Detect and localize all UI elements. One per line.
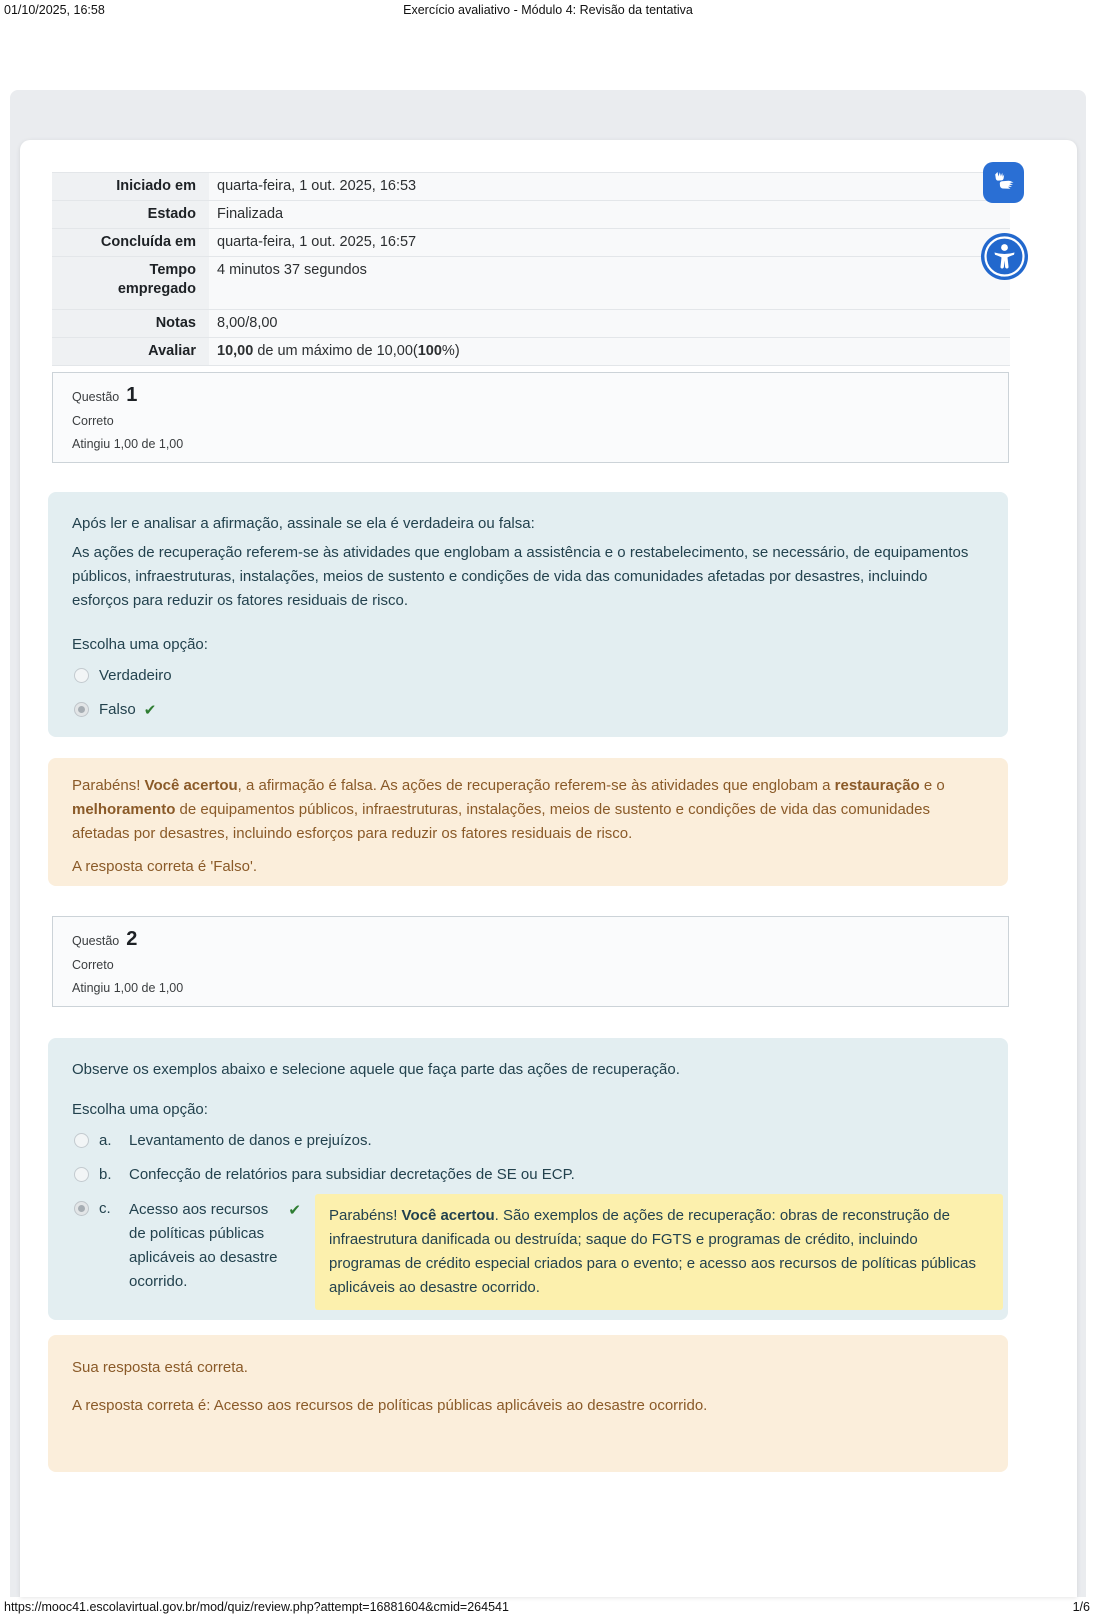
- question-2-content: [48, 1038, 1008, 1320]
- table-row: [52, 201, 1010, 229]
- option-letter: b.: [99, 1166, 112, 1183]
- question-status: Correto: [72, 414, 114, 428]
- question-number-line: [72, 384, 989, 407]
- radio-button-selected[interactable]: [74, 702, 89, 717]
- row-label: Avaliar: [52, 338, 209, 365]
- attempt-summary-table: [52, 172, 1010, 366]
- correct-answer-text: A resposta correta é: Acesso aos recursos de políticas públicas aplicáveis ao desastre ocorrido.: [72, 1397, 708, 1414]
- row-label: Iniciado em: [52, 173, 209, 200]
- table-row-grade: [52, 338, 1010, 366]
- table-row: [52, 173, 1010, 201]
- feedback-text: Parabéns! Você acertou, a afirmação é falsa. As ações de recuperação referem-se às atividades que englobam a restauração e o melhoramento de equipamentos públicos, infraestruturas, instalações, meios de sustento e condições de vida das comunidades afetadas por desastres, incluindo esforços para reduzir os fatores residuais de risco.: [72, 777, 945, 842]
- page-title: Exercício avaliativo - Módulo 4: Revisão da tentativa: [403, 3, 693, 17]
- accessibility-person-icon: [981, 233, 1028, 280]
- question-number: 1: [126, 384, 138, 406]
- question-intro: Observe os exemplos abaixo e selecione aquele que faça parte das ações de recuperação.: [72, 1061, 680, 1078]
- question-statement: As ações de recuperação referem-se às atividades que englobam a assistência e o restabelecimento, se necessário, de equipamentos públicos, infraestruturas, instalações, meios de sustento e condições de vida das comunidades afetadas por desastres, incluindo esforços para reduzir os fatores residuais de risco.: [72, 544, 969, 609]
- question-2-feedback-box: [48, 1335, 1008, 1472]
- question-intro: Após ler e analisar a afirmação, assinale se ela é verdadeira ou falsa:: [72, 515, 535, 532]
- question-1-info-box: [52, 372, 1009, 463]
- option-label: Levantamento de danos e prejuízos.: [129, 1132, 372, 1149]
- vlibras-sign-language-button[interactable]: [983, 162, 1024, 203]
- print-datetime: 01/10/2025, 16:58: [4, 3, 105, 17]
- question-word: Questão: [72, 934, 120, 948]
- option-label: Falso: [99, 701, 136, 718]
- table-row: [52, 257, 1010, 310]
- accessibility-widget-button[interactable]: [981, 233, 1028, 280]
- row-value: 4 minutos 37 segundos: [209, 257, 1010, 309]
- footer-url: https://mooc41.escolavirtual.gov.br/mod/quiz/review.php?attempt=16881604&cmid=264541: [4, 1600, 509, 1614]
- row-label: Estado: [52, 201, 209, 228]
- option-letter: c.: [99, 1200, 111, 1217]
- radio-button[interactable]: [74, 1133, 89, 1148]
- footer-page-number: 1/6: [1072, 1600, 1090, 1614]
- answer-prompt: Escolha uma opção:: [72, 1101, 208, 1118]
- row-value: 8,00/8,00: [209, 310, 1010, 337]
- option-b: [72, 1164, 984, 1186]
- option-a: [72, 1130, 984, 1152]
- question-number-line: [72, 928, 989, 951]
- table-row: [52, 310, 1010, 338]
- row-label: Notas: [52, 310, 209, 337]
- radio-button[interactable]: [74, 668, 89, 683]
- question-word: Questão: [72, 390, 120, 404]
- inline-feedback-box: Parabéns! Você acertou. São exemplos de ações de recuperação: obras de reconstrução de infraestrutura danificada ou destruída; saque do FGTS e programas de crédito, incluindo programas de crédito especial criados para o evento; e acesso aos recursos de políticas públicas aplicáveis ao desastre ocorrido.: [315, 1194, 1003, 1310]
- option-label: Acesso aos recursos de políticas públicas aplicáveis ao desastre ocorrido. ✔: [129, 1198, 301, 1294]
- question-marks: Atingiu 1,00 de 1,00: [72, 437, 184, 451]
- question-1-feedback-box: [48, 758, 1008, 886]
- question-1-content: [48, 492, 1008, 737]
- question-status: Correto: [72, 958, 114, 972]
- row-value: 10,00 de um máximo de 10,00(100%): [209, 338, 1010, 365]
- question-number: 2: [126, 928, 138, 950]
- option-falso: [72, 699, 984, 721]
- row-value: quarta-feira, 1 out. 2025, 16:57: [209, 229, 1010, 256]
- option-letter: a.: [99, 1132, 112, 1149]
- option-verdadeiro: [72, 665, 984, 687]
- table-row: [52, 229, 1010, 257]
- feedback-text: Sua resposta está correta.: [72, 1359, 248, 1376]
- correct-check-icon: ✔: [288, 1201, 301, 1219]
- correct-answer-text: A resposta correta é 'Falso'.: [72, 858, 257, 875]
- correct-check-icon: ✔: [143, 701, 157, 719]
- row-value: quarta-feira, 1 out. 2025, 16:53: [209, 173, 1010, 200]
- radio-button[interactable]: [74, 1167, 89, 1182]
- question-marks: Atingiu 1,00 de 1,00: [72, 981, 184, 995]
- row-value: Finalizada: [209, 201, 1010, 228]
- row-label: Tempo empregado: [52, 257, 209, 309]
- option-label: Confecção de relatórios para subsidiar decretações de SE ou ECP.: [129, 1166, 575, 1183]
- radio-button-selected[interactable]: [74, 1201, 89, 1216]
- answer-prompt: Escolha uma opção:: [72, 636, 208, 653]
- option-c: [72, 1198, 984, 1310]
- option-label: Verdadeiro: [99, 667, 172, 684]
- question-2-info-box: [52, 916, 1009, 1007]
- row-label: Concluída em: [52, 229, 209, 256]
- sign-language-hands-icon: [989, 168, 1019, 198]
